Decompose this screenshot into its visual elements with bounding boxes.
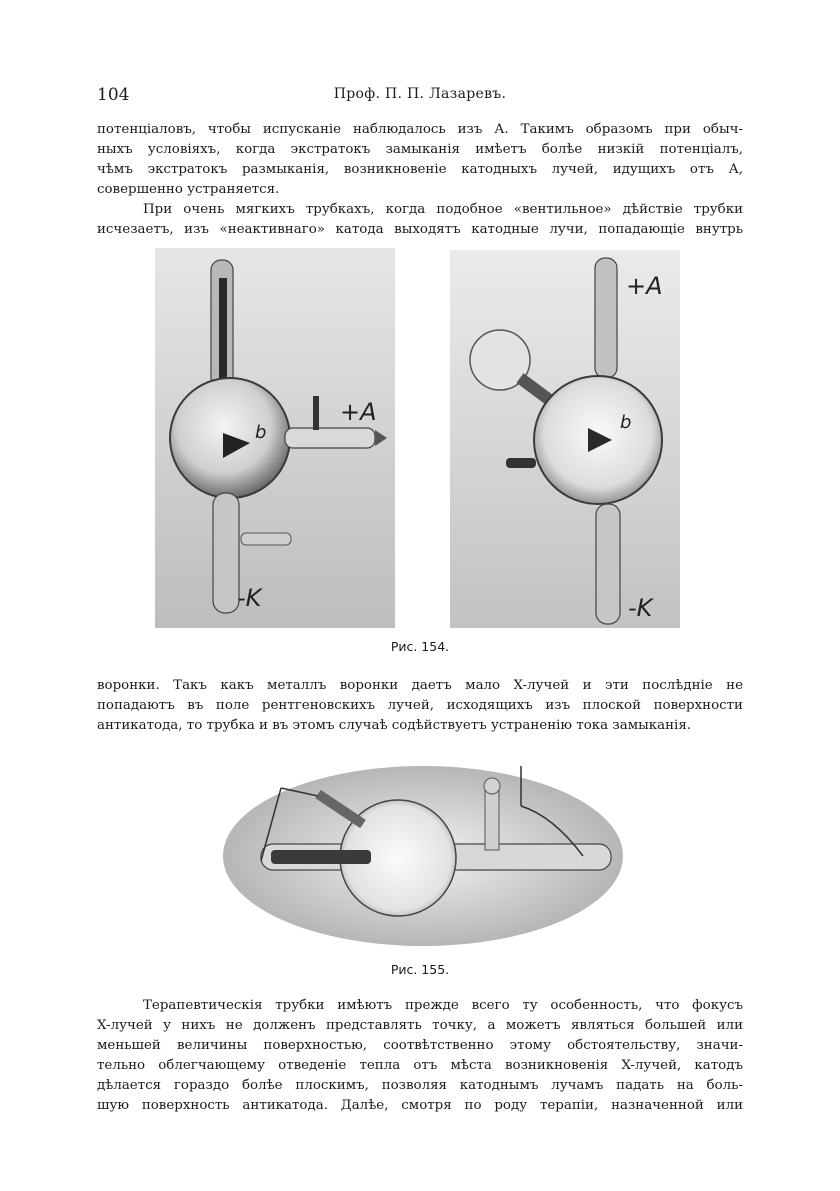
text-line: антикатода, то трубка и въ этомъ случаѣ содѣйствуетъ устраненію тока замыканія. [97, 718, 692, 733]
text-line: меньшей величины поверхностью, соотвѣтственно этому обстоятельству, значи- [97, 1038, 743, 1053]
x-ray-tube-illustration [155, 248, 395, 628]
text-line: тельно облегчающему отведеніе тепла отъ мѣста возникновенія X-лучей, катодъ [97, 1058, 743, 1073]
figure-155-tube [223, 766, 623, 946]
text-line: шую поверхность антикатода. Далѣе, смотря по роду терапіи, назначенной или [97, 1098, 743, 1113]
anode-label: +A [626, 272, 663, 300]
paragraph-2 [97, 200, 743, 240]
text-line: При очень мягкихъ трубкахъ, когда подобное «вентильное» дѣйствіе трубки [143, 202, 743, 217]
cathode-label: -K [628, 594, 653, 622]
text-line: потенціаловъ, чтобы испусканіе наблюдалось изъ А. Такимъ образомъ при обыч- [97, 122, 743, 137]
text-line: X-лучей у нихъ не долженъ представлять точку, а можетъ являться большей или [97, 1018, 743, 1033]
figure-154-caption: Рис. 154. [390, 639, 450, 654]
text-line: совершенно устраняется. [97, 182, 280, 197]
x-ray-tube-illustration [450, 250, 680, 628]
text-line: Терапевтическія трубки имѣютъ прежде всего ту особенность, что фокусъ [143, 998, 743, 1013]
page-number: 104 [97, 85, 130, 105]
text-line: исчезаетъ, изъ «неактивнаго» катода выходятъ катодные лучи, попадающіе внутрь [97, 222, 743, 237]
paragraph-4 [97, 996, 743, 1116]
therapy-tube-illustration [223, 766, 623, 946]
anode-label: +A [340, 398, 377, 426]
text-line: ныхъ условіяхъ, когда экстратокъ замыканія имѣетъ болѣе низкій потенціалъ, [97, 142, 743, 157]
inner-label: b [255, 422, 267, 443]
text-line: чѣмъ экстратокъ размыканія, возникновеніе катодныхъ лучей, идущихъ отъ А, [97, 162, 743, 177]
page-header [97, 85, 743, 109]
text-line: попадаютъ въ поле рентгеновскихъ лучей, исходящихъ изъ плоской поверхности [97, 698, 743, 713]
figure-155-caption: Рис. 155. [390, 962, 450, 977]
paragraph-3 [97, 676, 743, 736]
text-line: дѣлается гораздо болѣе плоскимъ, позволяя катоднымъ лучамъ падать на боль- [97, 1078, 743, 1093]
figure-154-left-tube [155, 248, 395, 628]
paragraph-1 [97, 120, 743, 200]
running-head: Проф. П. П. Лазаревъ. [333, 86, 507, 102]
figure-154-right-tube [450, 250, 680, 628]
cathode-label: -K [237, 584, 262, 612]
inner-label: b [620, 412, 632, 433]
text-line: воронки. Такъ какъ металлъ воронки даетъ мало X-лучей и эти послѣдніе не [97, 678, 743, 693]
